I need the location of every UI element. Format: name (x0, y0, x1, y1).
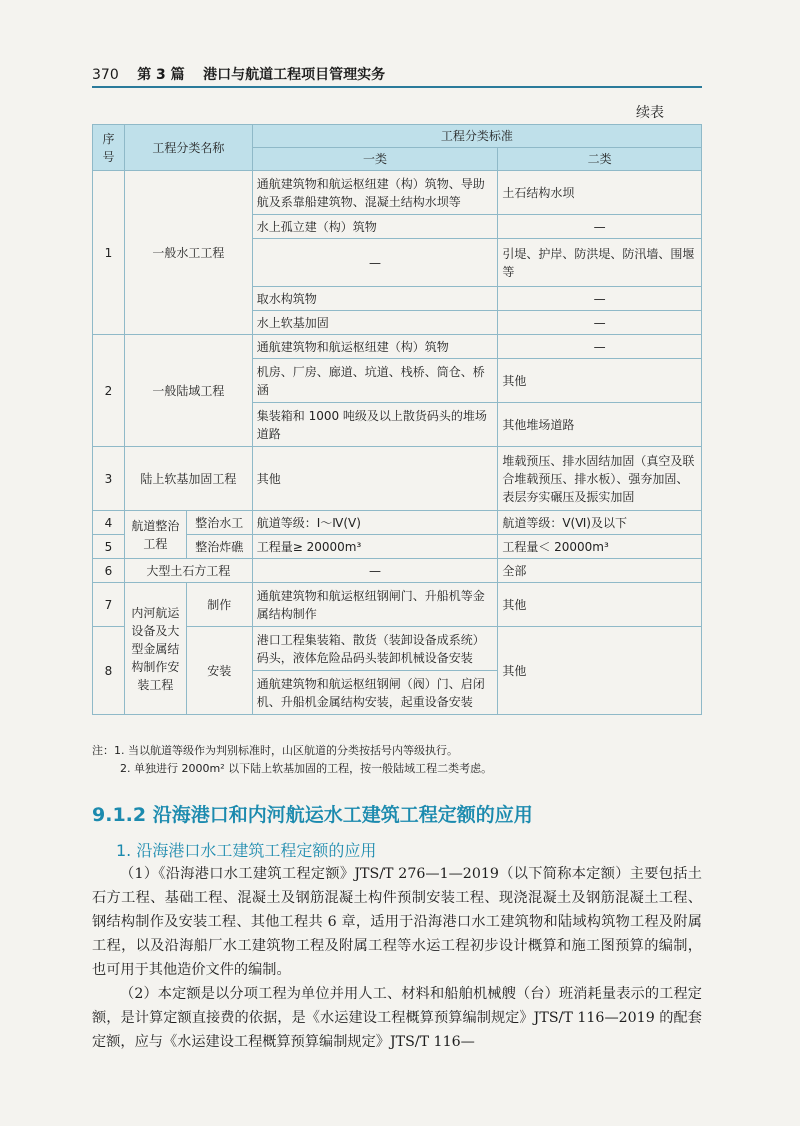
seq-cell: 2 (93, 335, 125, 447)
class2-cell: 其他 (498, 359, 702, 403)
name-cell: 制作 (186, 583, 252, 627)
class2-cell: 其他 (498, 583, 702, 627)
paragraph-2: （2）本定额是以分项工程为单位并用人工、材料和船舶机械艘（台）班消耗量表示的工程定额，是计算定额直接费的依据，是《水运建设工程概算预算编制规定》JTS/T 116—2019 的配套定额，应与《水运建设工程概算预算编制规定》JTS/T 116— (92, 986, 702, 1050)
class1-cell: 水上孤立建（构）筑物 (252, 215, 498, 239)
paragraph-1: （1）《沿海港口水工建筑工程定额》JTS/T 276—1—2019（以下简称本定额）主要包括土石方工程、基础工程、混凝土及钢筋混凝土构件预制安装工程、现浇混凝土及钢筋混凝土工程、钢结构制作及安装工程、其他工程共 6 章，适用于沿海港口水工建筑物和陆域构筑物工程及附属工程，以及沿海船厂水工建筑物工程及附属工程等水运工程初步设计概算和施工图预算的编制，也可用于其他造价文件的编制。 (92, 866, 702, 978)
class1-cell: 通航建筑物和航运枢纽钢闸门、升船机等金属结构制作 (252, 583, 498, 627)
header-class2: 二类 (498, 148, 702, 171)
class2-cell: — (498, 287, 702, 311)
seq-cell: 7 (93, 583, 125, 627)
class2-cell: — (498, 215, 702, 239)
name-cell: 整治水工 (186, 511, 252, 535)
subsection-title: 1. 沿海港口水工建筑工程定额的应用 (116, 841, 377, 860)
table-row (93, 511, 702, 535)
seq-cell: 4 (93, 511, 125, 535)
class1-cell: — (252, 239, 498, 287)
class1-cell: 航道等级：Ⅰ～Ⅳ(Ⅴ) (252, 511, 498, 535)
name-cell: 整治炸礁 (186, 535, 252, 559)
class2-cell: — (498, 335, 702, 359)
class1-cell: 工程量≥ 20000m³ (252, 535, 498, 559)
header-class1: 一类 (252, 148, 498, 171)
class1-cell: 通航建筑物和航运枢纽建（构）筑物 (252, 335, 498, 359)
table-row (93, 171, 702, 215)
note-1: 注：1. 当以航道等级作为判别标准时，山区航道的分类按括号内等级执行。 (92, 744, 458, 757)
class2-cell: 堆载预压、排水固结加固（真空及联合堆载预压、排水板）、强夯加固、表层夯实碾压及振实加固 (498, 447, 702, 511)
seq-cell: 6 (93, 559, 125, 583)
page-number: 370 (92, 67, 119, 83)
part-label: 第 3 篇 (137, 67, 185, 83)
class2-cell: 土石结构水坝 (498, 171, 702, 215)
table-row (93, 447, 702, 511)
section-title: 9.1.2 沿海港口和内河航运水工建筑工程定额的应用 (92, 804, 533, 826)
class1-cell: 水上软基加固 (252, 311, 498, 335)
header-name: 工程分类名称 (124, 125, 252, 171)
table-row (93, 559, 702, 583)
class2-cell: 工程量＜ 20000m³ (498, 535, 702, 559)
class2-cell: 引堤、护岸、防洪堤、防汛墙、围堰等 (498, 239, 702, 287)
class1-cell: 机房、厂房、廊道、坑道、栈桥、筒仓、桥涵 (252, 359, 498, 403)
running-header (92, 64, 702, 86)
body-text (92, 862, 702, 1054)
seq-cell: 8 (93, 627, 125, 715)
class1-cell: 其他 (252, 447, 498, 511)
name-cell: 大型土石方工程 (124, 559, 252, 583)
class1-cell: 取水构筑物 (252, 287, 498, 311)
class2-cell: 全部 (498, 559, 702, 583)
class2-cell: 其他 (498, 627, 702, 715)
table-notes (92, 742, 702, 778)
seq-cell: 1 (93, 171, 125, 335)
name-cell: 陆上软基加固工程 (124, 447, 252, 511)
class2-cell: — (498, 311, 702, 335)
table-row (93, 583, 702, 627)
note-2: 2. 单独进行 2000m² 以下陆上软基加固的工程，按一般陆域工程二类考虑。 (120, 762, 493, 775)
seq-cell: 3 (93, 447, 125, 511)
book-title: 港口与航道工程项目管理实务 (203, 67, 386, 83)
table-row (93, 335, 702, 359)
group-cell: 内河航运设备及大型金属结构制作安装工程 (124, 583, 186, 715)
class2-cell: 航道等级：Ⅴ(Ⅵ)及以下 (498, 511, 702, 535)
name-cell: 一般陆域工程 (124, 335, 252, 447)
class1-cell: — (252, 559, 498, 583)
header-standard: 工程分类标准 (252, 125, 701, 148)
seq-cell: 5 (93, 535, 125, 559)
class1-cell: 通航建筑物和航运枢纽钢闸（阀）门、启闭机、升船机金属结构安装，起重设备安装 (252, 671, 498, 715)
name-cell: 一般水工工程 (124, 171, 252, 335)
class1-cell: 港口工程集装箱、散货（装卸设备成系统）码头，液体危险品码头装卸机械设备安装 (252, 627, 498, 671)
classification-table (92, 124, 702, 715)
class1-cell: 集装箱和 1000 吨级及以上散货码头的堆场道路 (252, 403, 498, 447)
header-rule (92, 86, 702, 88)
header-seq: 序号 (93, 125, 125, 171)
name-cell: 安装 (186, 627, 252, 715)
group-cell: 航道整治工程 (124, 511, 186, 559)
continued-label: 续表 (636, 105, 664, 121)
class2-cell: 其他堆场道路 (498, 403, 702, 447)
class1-cell: 通航建筑物和航运枢纽建（构）筑物、导助航及系靠船建筑物、混凝土结构水坝等 (252, 171, 498, 215)
